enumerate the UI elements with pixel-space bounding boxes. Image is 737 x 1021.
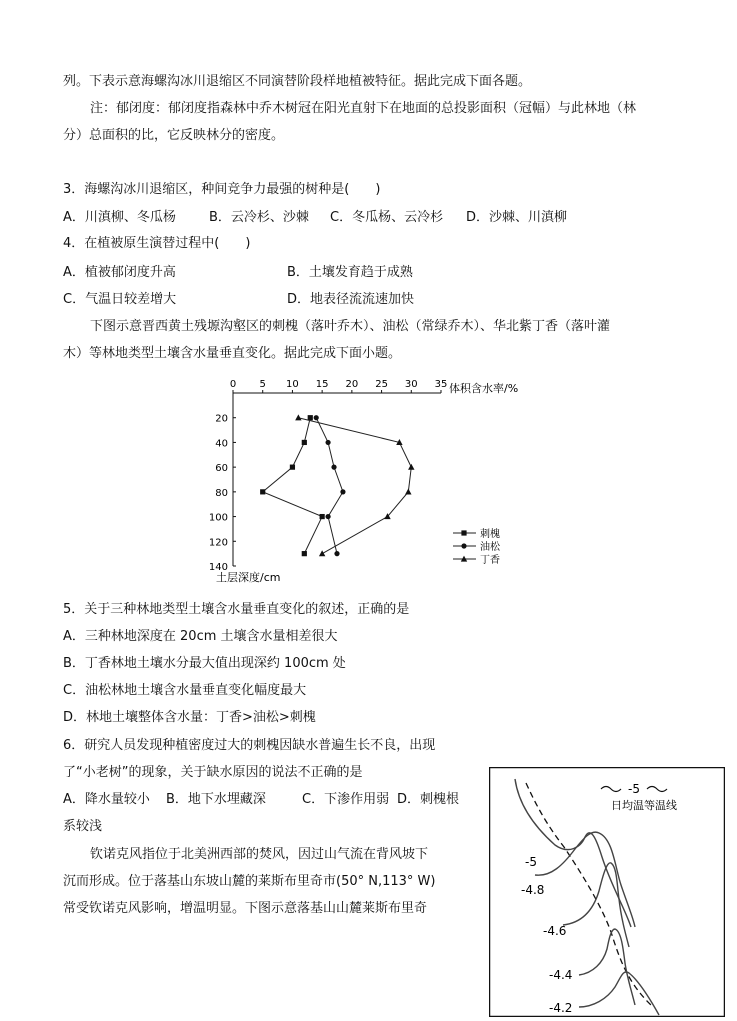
isotherm-label-minus-4-4: -4.4	[549, 968, 573, 982]
isotherm-map	[489, 767, 725, 1017]
q3-option-b[interactable]: B．云冷杉、沙棘	[209, 210, 309, 225]
chart-ticks	[209, 379, 447, 573]
q5-option-b[interactable]: B．丁香林地土壤水分最大值出现深约 100cm 处	[63, 656, 346, 671]
x-tick-label: 0	[229, 379, 237, 390]
x-tick-label: 15	[315, 379, 329, 390]
data-point-circle	[334, 551, 339, 556]
isotherm-label-minus-4-6: -4.6	[543, 924, 567, 938]
y-tick-label: 100	[208, 512, 228, 524]
data-point-square	[302, 440, 307, 445]
intro-line-1: 列。下表示意海螺沟冰川退缩区不同演替阶段样地植被特征。据此完成下面各题。	[63, 74, 532, 89]
chart-intro-line-1: 下图示意晋西黄土残塬沟壑区的刺槐（落叶乔木）、油松（常绿乔木）、华北紫丁香（落叶灌	[90, 319, 611, 334]
data-point-circle	[314, 415, 319, 420]
data-point-square	[308, 415, 313, 420]
q6-option-a[interactable]: A．降水量较小	[63, 792, 150, 807]
legend-marker	[461, 543, 466, 548]
note-line-1: 注：郁闭度：郁闭度指森林中乔木树冠在阳光直射下在地面的总投影面积（冠幅）与此林地（林	[90, 101, 637, 116]
chinook-line-3: 常受钦诺克风影响，增温明显。下图示意落基山山麓莱斯布里奇	[63, 901, 428, 916]
question-6-line-2: 了“小老树”的现象，关于缺水原因的说法不正确的是	[63, 765, 363, 780]
legend-label: 刺槐	[480, 529, 500, 540]
y-tick-label: 140	[208, 562, 228, 573]
x-tick-label: 30	[404, 379, 418, 390]
q5-option-c[interactable]: C．油松林地土壤含水量垂直变化幅度最大	[63, 683, 307, 698]
legend-label: 日均温等温线	[611, 799, 677, 812]
legend-label: 丁香	[480, 555, 500, 566]
data-point-square	[290, 465, 295, 470]
legend-value: -5	[628, 782, 640, 796]
chinook-line-1: 钦诺克风指位于北美洲西部的焚风，因过山气流在背风坡下	[90, 847, 429, 862]
y-tick-label: 20	[215, 413, 228, 425]
data-point-circle	[331, 465, 336, 470]
q6-option-c[interactable]: C．下渗作用弱	[302, 792, 390, 807]
question-4: 4．在植被原生演替过程中( )	[63, 236, 251, 251]
question-3: 3．海螺沟冰川退缩区，种间竞争力最强的树种是( )	[63, 182, 381, 197]
q6-option-b[interactable]: B．地下水埋藏深	[166, 792, 266, 807]
data-point-triangle	[319, 550, 325, 556]
q6-option-d-cont: 系较浅	[63, 819, 103, 834]
data-point-triangle	[295, 414, 301, 420]
data-point-triangle	[405, 488, 411, 494]
data-point-square	[260, 489, 265, 494]
y-tick-label: 80	[215, 487, 228, 499]
legend-marker	[461, 530, 466, 535]
question-6-line-1: 6．研究人员发现种植密度过大的刺槐因缺水普遍生长不良，出现	[63, 738, 436, 753]
isotherm-label-minus-4-2: -4.2	[549, 1001, 573, 1015]
data-point-square	[320, 514, 325, 519]
q6-option-d[interactable]: D．刺槐根	[397, 792, 460, 807]
series-line-square	[263, 418, 322, 554]
q3-option-d[interactable]: D．沙棘、川滇柳	[466, 210, 568, 225]
q5-option-d[interactable]: D．林地土壤整体含水量：丁香>油松>刺槐	[63, 710, 316, 725]
x-tick-label: 35	[434, 379, 448, 390]
series-line-circle	[316, 418, 343, 554]
x-tick-label: 10	[286, 379, 299, 390]
y-axis-label: 土层深度/cm	[216, 571, 281, 584]
y-tick-label: 60	[215, 463, 228, 475]
x-tick-label: 20	[345, 379, 359, 390]
isotherm-label-minus-4-8: -4.8	[521, 883, 545, 897]
soil-moisture-chart	[0, 370, 737, 610]
chinook-line-2: 沉而形成。位于落基山东坡山麓的莱斯布里奇市(50° N,113° W)	[63, 874, 436, 889]
data-point-circle	[325, 514, 330, 519]
q4-option-c[interactable]: C．气温日较差增大	[63, 292, 177, 307]
question-5: 5．关于三种林地类型土壤含水量垂直变化的叙述，正确的是	[63, 602, 410, 617]
x-axis-label: 体积含水率/%	[449, 382, 519, 395]
q3-option-c[interactable]: C．冬瓜杨、云冷杉	[330, 210, 444, 225]
q4-option-d[interactable]: D．地表径流流速加快	[287, 292, 415, 307]
data-point-triangle	[408, 464, 414, 470]
q3-option-a[interactable]: A．川滇柳、冬瓜杨	[63, 210, 176, 225]
chart-series	[260, 414, 414, 556]
data-point-square	[302, 551, 307, 556]
isotherm-label-minus-5: -5	[525, 855, 537, 869]
data-point-circle	[340, 489, 345, 494]
y-tick-label: 40	[215, 438, 228, 450]
data-point-circle	[325, 440, 330, 445]
x-tick-label: 5	[259, 379, 266, 390]
q4-option-b[interactable]: B．土壤发育趋于成熟	[287, 265, 413, 280]
chart-legend	[453, 527, 501, 566]
y-tick-label: 120	[208, 537, 228, 549]
legend-label: 油松	[480, 542, 500, 553]
series-line-triangle	[298, 418, 411, 554]
x-tick-label: 25	[375, 379, 388, 390]
q5-option-a[interactable]: A．三种林地深度在 20cm 土壤含水量相差很大	[63, 629, 338, 644]
chart-intro-line-2: 木）等林地类型土壤含水量垂直变化。据此完成下面小题。	[63, 346, 402, 361]
q4-option-a[interactable]: A．植被郁闭度升高	[63, 265, 176, 280]
note-line-2: 分）总面积的比，它反映林分的密度。	[63, 128, 285, 143]
